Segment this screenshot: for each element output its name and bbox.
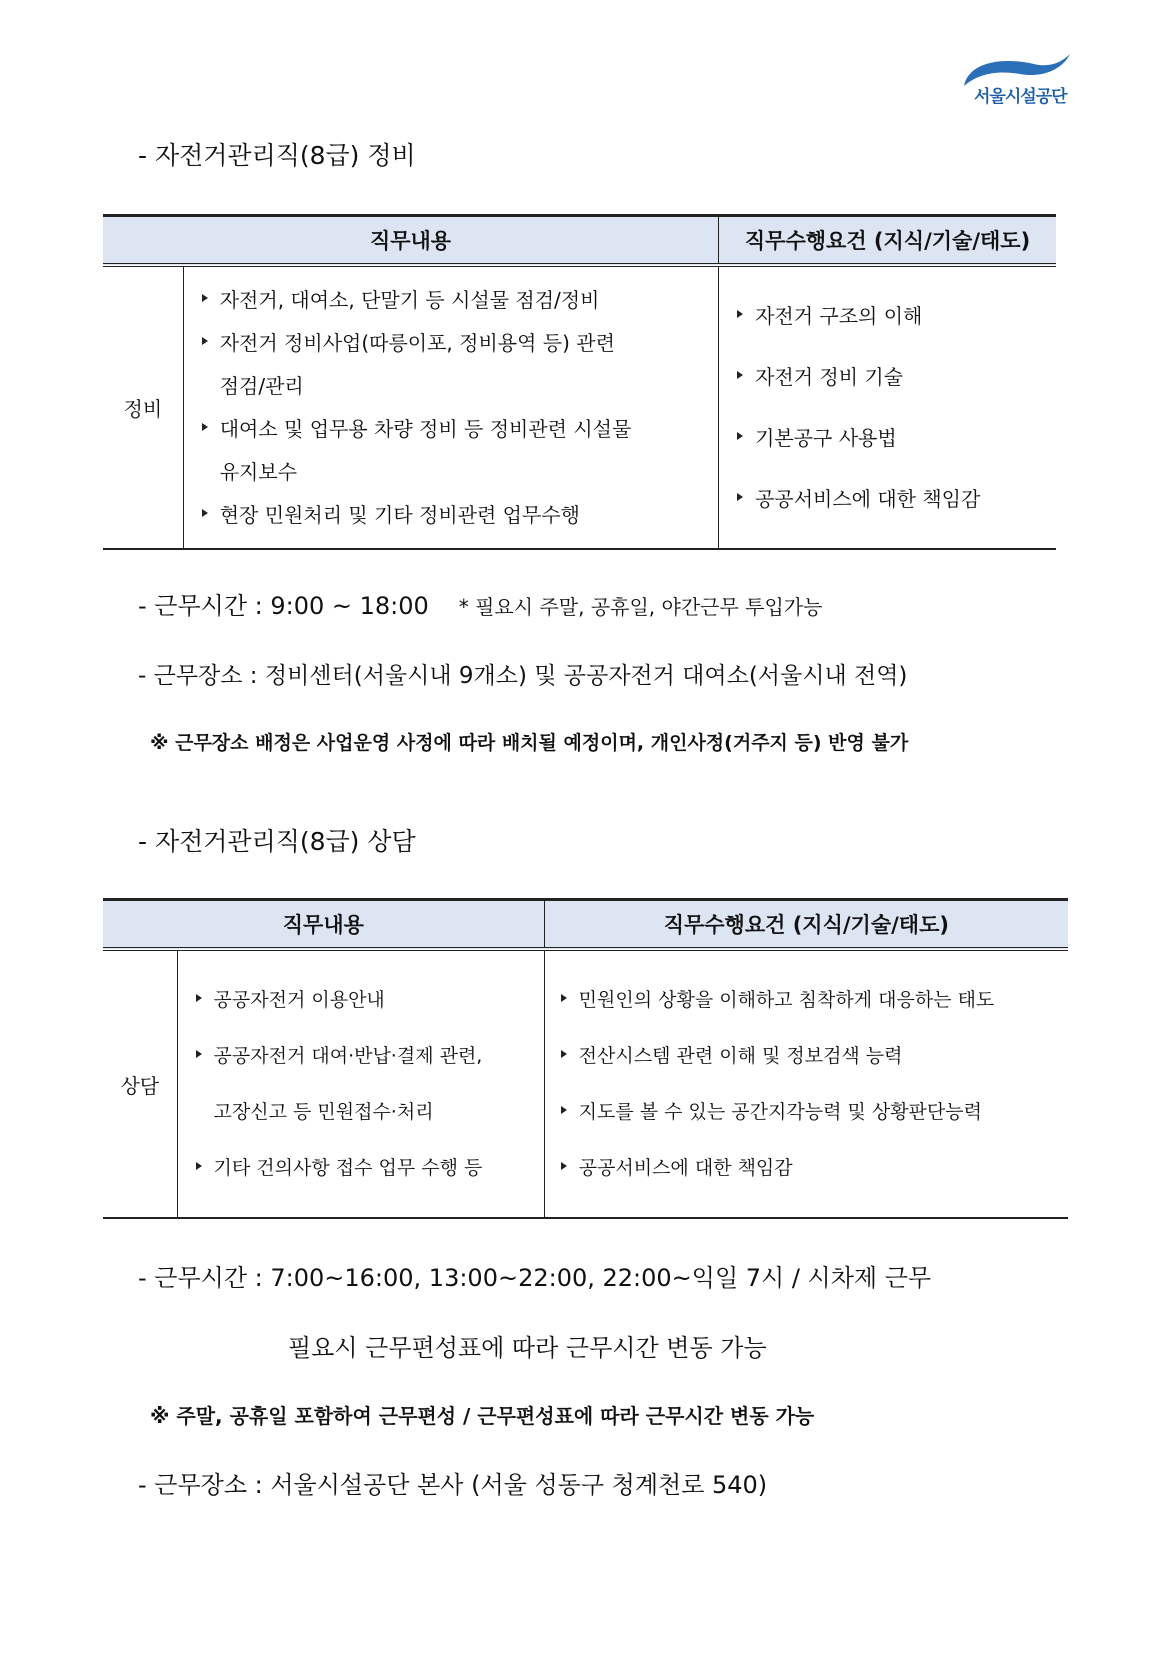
list-item: 자전거 정비사업(따릉이포, 정비용역 등) 관련 xyxy=(194,322,718,365)
list-item-continuation: 고장신고 등 민원접수·처리 xyxy=(213,1101,434,1123)
list-item: 공공서비스에 대한 책임감 xyxy=(729,469,1056,530)
list-item: 공공서비스에 대한 책임감 xyxy=(553,1140,1068,1196)
bullet-triangle-icon xyxy=(737,310,743,318)
section2-table xyxy=(103,898,1068,1219)
section1-col-duties: 직무내용 xyxy=(103,216,719,266)
logo xyxy=(958,50,1078,120)
bullet-triangle-icon xyxy=(561,1050,567,1058)
list-item: 지도를 볼 수 있는 공간지각능력 및 상황판단능력 xyxy=(553,1084,1068,1140)
section2-work-place: - 근무장소 : 서울시설공단 본사 (서울 성동구 청계천로 540) xyxy=(138,1471,768,1499)
bullet-triangle-icon xyxy=(202,294,208,302)
section1-work-place: - 근무장소 : 정비센터(서울시내 9개소) 및 공공자전거 대여소(서울시내 전역) xyxy=(138,663,908,689)
list-item: 현장 민원처리 및 기타 정비관련 업무수행 xyxy=(194,494,718,537)
section2-work-hours-sub: 필요시 근무편성표에 따라 근무시간 변동 가능 xyxy=(288,1334,767,1362)
section1-work-hours-note: * 필요시 주말, 공휴일, 야간근무 투입가능 xyxy=(458,595,823,619)
section1-requirements-cell xyxy=(719,265,1056,549)
list-item: 자전거 구조의 이해 xyxy=(729,286,1056,347)
list-item-continuation: 점검/관리 xyxy=(219,373,304,398)
bullet-triangle-icon xyxy=(737,371,743,379)
section2-requirements-cell xyxy=(544,949,1068,1218)
list-item-continuation: 유지보수 xyxy=(219,459,298,484)
section2-duties-cell xyxy=(177,949,544,1218)
list-item: 기타 건의사항 접수 업무 수행 등 xyxy=(188,1140,544,1196)
bullet-triangle-icon xyxy=(202,509,208,517)
bullet-triangle-icon xyxy=(196,1050,202,1058)
list-item: 자전거, 대여소, 단말기 등 시설물 점검/정비 xyxy=(194,279,718,322)
logo-text: 서울시설공단 xyxy=(974,87,1067,107)
section1-table xyxy=(103,214,1056,550)
list-item: 공공자전거 대여·반납·결제 관련, xyxy=(188,1028,544,1084)
bullet-triangle-icon xyxy=(561,994,567,1002)
list-item: 공공자전거 이용안내 xyxy=(188,972,544,1028)
section1-heading: - 자전거관리직(8급) 정비 xyxy=(138,141,416,170)
section1-col-requirements: 직무수행요건 (지식/기술/태도) xyxy=(719,216,1056,266)
section1-notice: ※ 근무장소 배정은 사업운영 사정에 따라 배치될 예정이며, 개인사정(거주지 등) 반영 불가 xyxy=(150,732,909,754)
section1-category: 정비 xyxy=(103,265,183,549)
bullet-triangle-icon xyxy=(737,493,743,501)
section1-duties-cell xyxy=(183,265,718,549)
section2-notice: ※ 주말, 공휴일 포함하여 근무편성 / 근무편성표에 따라 근무시간 변동 가능 xyxy=(150,1404,815,1428)
list-item: 자전거 정비 기술 xyxy=(729,347,1056,408)
section2-heading: - 자전거관리직(8급) 상담 xyxy=(138,827,416,856)
section2-category: 상담 xyxy=(103,949,177,1218)
bullet-triangle-icon xyxy=(196,1162,202,1170)
list-item: 기본공구 사용법 xyxy=(729,408,1056,469)
bullet-triangle-icon xyxy=(202,423,208,431)
list-item: 민원인의 상황을 이해하고 침착하게 대응하는 태도 xyxy=(553,972,1068,1028)
bullet-triangle-icon xyxy=(202,337,208,345)
section2-col-requirements: 직무수행요건 (지식/기술/태도) xyxy=(544,900,1068,950)
bullet-triangle-icon xyxy=(737,432,743,440)
section1-work-hours: - 근무시간 : 9:00 ~ 18:00 * 필요시 주말, 공휴일, 야간근무 투입가능 xyxy=(138,592,823,620)
list-item: 대여소 및 업무용 차량 정비 등 정비관련 시설물 xyxy=(194,408,718,451)
bullet-triangle-icon xyxy=(196,994,202,1002)
bullet-triangle-icon xyxy=(561,1106,567,1114)
list-item: 전산시스템 관련 이해 및 정보검색 능력 xyxy=(553,1028,1068,1084)
bullet-triangle-icon xyxy=(561,1162,567,1170)
section2-col-duties: 직무내용 xyxy=(103,900,544,950)
section2-work-hours: - 근무시간 : 7:00~16:00, 13:00~22:00, 22:00~익일 7시 / 시차제 근무 xyxy=(138,1264,932,1292)
